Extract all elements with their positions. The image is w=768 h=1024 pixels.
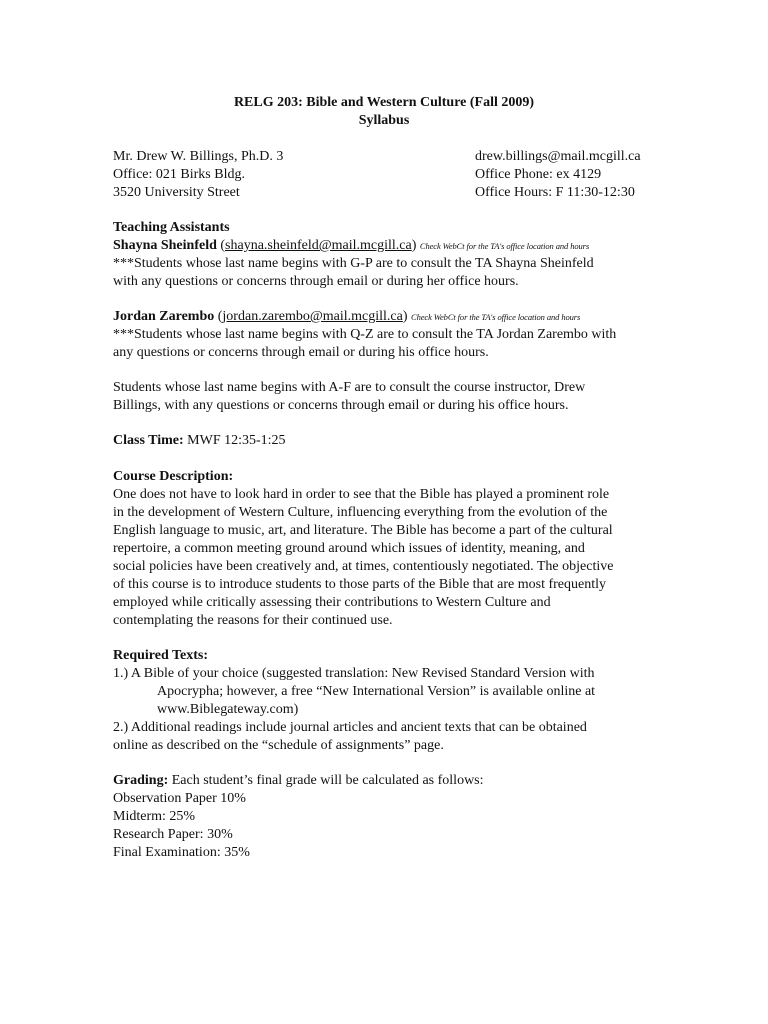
description-heading: Course Description: — [113, 469, 234, 484]
class-time-label: Class Time: — [113, 433, 184, 448]
ta1-desc-1: ***Students whose last name begins with G-P are to consult the TA Shayna Sheinfeld — [113, 256, 594, 271]
ta2-name: Jordan Zarembo — [113, 309, 215, 324]
ta-heading: Teaching Assistants — [113, 220, 230, 235]
description-line: English language to music, art, and literature. The Bible has become a part of the cultural — [113, 523, 613, 538]
description-line: repertoire, a common meeting ground around which issues of identity, meaning, and — [113, 541, 585, 556]
class-time-value: MWF 12:35-1:25 — [187, 433, 286, 448]
grading-intro-line — [113, 772, 484, 790]
ta2-desc-1: ***Students whose last name begins with Q-Z are to consult the TA Jordan Zarembo with — [113, 327, 617, 342]
ta1-note: Check WebCt for the TA's office location and hours — [419, 241, 590, 251]
ta1-line: Shayna Sheinfeld (shayna.sheinfeld@mail.mcgill.ca) Check WebCt for the TA's office location and hours — [113, 238, 590, 253]
texts-item-1-link: www.Biblegateway.com) — [157, 702, 299, 717]
grading-item: Research Paper: 30% — [113, 827, 233, 842]
class-time — [113, 432, 286, 450]
instructor-name: Mr. Drew W. Billings, Ph.D. 3 — [113, 149, 284, 164]
grading-intro: Each student’s final grade will be calculated as follows: — [171, 773, 484, 788]
course-title: RELG 203: Bible and Western Culture (Fall 2009) — [233, 95, 535, 110]
grading-item: Observation Paper 10% — [113, 791, 246, 806]
texts-item-2-cont: online as described on the “schedule of assignments” page. — [113, 738, 444, 753]
instructor-office: Office: 021 Birks Bldg. — [113, 167, 245, 182]
ta2-desc-2: any questions or concerns through email or during his office hours. — [113, 345, 489, 360]
texts-item-1: 1.) A Bible of your choice (suggested translation: New Revised Standard Version with — [113, 666, 595, 681]
instructor-phone: Office Phone: ex 4129 — [475, 167, 602, 182]
description-line: of this course is to introduce students to those parts of the Bible that are most frequently — [113, 577, 607, 592]
description-line: contemplating the reasons for their continued use. — [113, 613, 393, 628]
description-line: in the development of Western Culture, influencing everything from the evolution of the — [113, 505, 608, 520]
instructor-hours: Office Hours: F 11:30-12:30 — [475, 185, 635, 200]
instructor-address: 3520 University Street — [113, 185, 240, 200]
syllabus-subtitle: Syllabus — [358, 113, 410, 128]
ta1-desc-2: with any questions or concerns through email or during her office hours. — [113, 274, 519, 289]
texts-item-2: 2.) Additional readings include journal articles and ancient texts that can be obtained — [113, 720, 587, 735]
description-line: One does not have to look hard in order to see that the Bible has played a prominent role — [113, 487, 610, 502]
description-line: employed while critically assessing their contributions to Western Culture and — [113, 595, 551, 610]
texts-item-1-cont: Apocrypha; however, a free “New International Version” is available online at — [157, 684, 596, 699]
texts-heading: Required Texts: — [113, 648, 209, 663]
description-line: social policies have been creatively and, at times, contentiously negotiated. The objective — [113, 559, 614, 574]
ta2-email-link[interactable]: jordan.zarembo@mail.mcgill.ca — [222, 309, 403, 324]
grading-item: Midterm: 25% — [113, 809, 196, 824]
af-desc-2: Billings, with any questions or concerns through email or during his office hours. — [113, 398, 569, 413]
ta2-line: Jordan Zarembo (jordan.zarembo@mail.mcgill.ca) Check WebCt for the TA's office location and hours — [113, 309, 581, 324]
ta1-email-link[interactable]: shayna.sheinfeld@mail.mcgill.ca — [225, 238, 412, 253]
instructor-email: drew.billings@mail.mcgill.ca — [475, 149, 641, 164]
grading-label: Grading: — [113, 773, 169, 788]
af-desc-1: Students whose last name begins with A-F are to consult the course instructor, Drew — [113, 380, 586, 395]
ta1-name: Shayna Sheinfeld — [113, 238, 217, 253]
ta2-note: Check WebCt for the TA's office location and hours — [411, 312, 581, 322]
grading-item: Final Examination: 35% — [113, 845, 250, 860]
